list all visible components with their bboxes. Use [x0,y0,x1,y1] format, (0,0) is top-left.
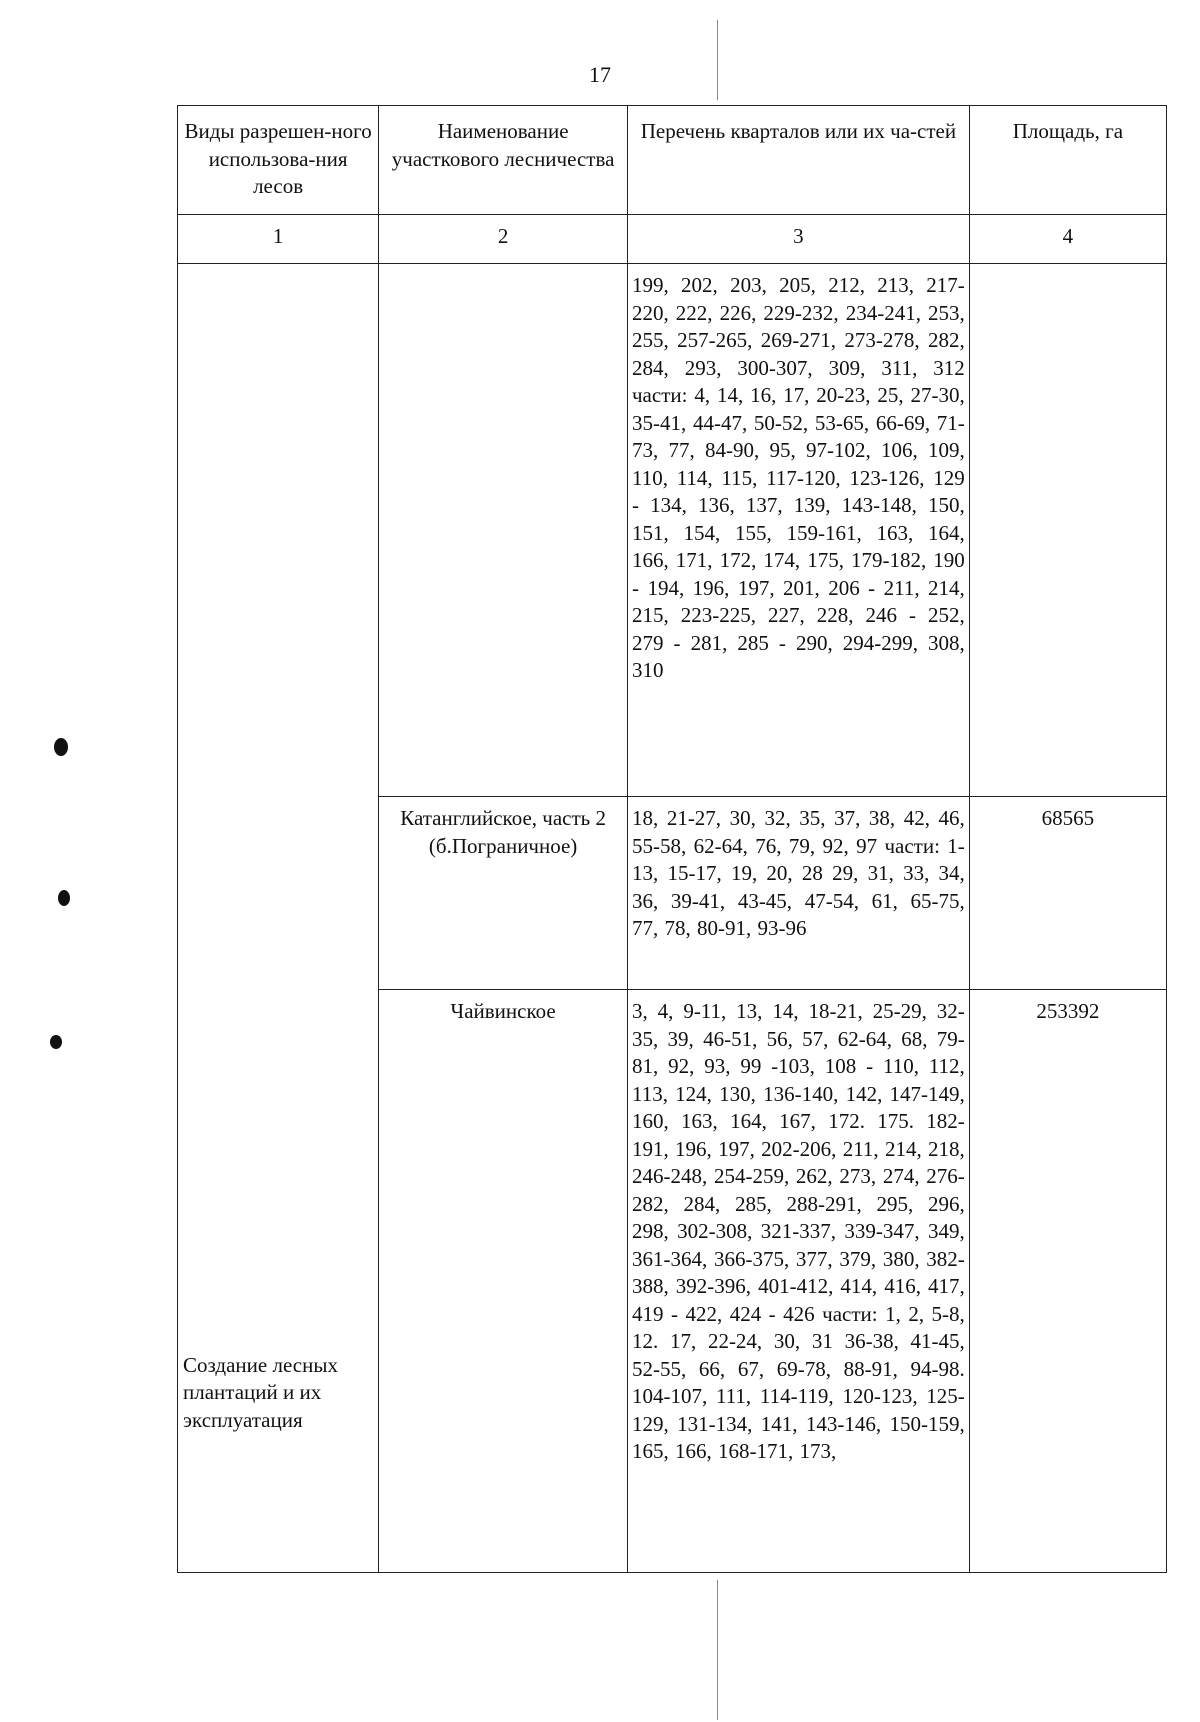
header-row [178,106,1167,215]
column-number: 1 [178,215,379,264]
area-cell [969,264,1166,797]
quarters-list-cell: 3, 4, 9-11, 13, 14, 18-21, 25-29, 32-35, 39, 46-51, 56, 57, 62-64, 68, 79-81, 92, 93, 99 -103, 108 - 110, 112, 113, 124, 130, 136-140, 142, 147-149, 160, 163, 164, 167, 172. 175. 182-191, 196, 197, 202-206, 211, 214, 218, 246-248, 254-259, 262, 273, 274, 276-282, 284, 285, 288-291, 295, 296, 298, 302-308, 321-337, 339-347, 349, 361-364, 366-375, 377, 379, 380, 382-388, 392-396, 401-412, 414, 416, 417, 419 - 422, 424 - 426 части: 1, 2, 5-8, 12. 17, 22-24, 30, 31 36-38, 41-45, 52-55, 66, 67, 69-78, 88-91, 94-98. 104-107, 111, 114-119, 120-123, 125-129, 131-134, 141, 143-146, 150-159, 165, 166, 168-171, 173, [628,990,970,1573]
scan-speck [50,1035,62,1049]
header-forestry-name: Наименование участкового лесничества [379,106,628,215]
page-number: 17 [589,62,611,87]
table-row [178,264,1167,797]
scan-fold-line [717,1580,718,1720]
column-number-row [178,215,1167,264]
header-area: Площадь, га [969,106,1166,215]
forestry-name-cell [379,264,628,797]
column-number: 3 [628,215,970,264]
scan-speck [58,890,70,906]
column-number: 4 [969,215,1166,264]
quarters-list-cell: 18, 21-27, 30, 32, 35, 37, 38, 42, 46, 55-58, 62-64, 76, 79, 92, 97 части: 1-13, 15-17, 19, 20, 28 29, 31, 33, 34, 36, 39-41, 43-45, 47-54, 61, 65-75, 77, 78, 80-91, 93-96 [628,797,970,990]
scan-fold-line [717,20,718,100]
use-type-cell: Создание лесных плантаций и их эксплуатация [178,264,379,1573]
quarters-list-cell: 199, 202, 203, 205, 212, 213, 217-220, 222, 226, 229-232, 234-241, 253, 255, 257-265, 269-271, 273-278, 282, 284, 293, 300-307, 309, 311, 312 части: 4, 14, 16, 17, 20-23, 25, 27-30, 35-41, 44-47, 50-52, 53-65, 66-69, 71-73, 77, 84-90, 95, 97-102, 106, 109, 110, 114, 115, 117-120, 123-126, 129 - 134, 136, 137, 139, 143-148, 150, 151, 154, 155, 159-161, 163, 164, 166, 171, 172, 174, 175, 179-182, 190 - 194, 196, 197, 201, 206 - 211, 214, 215, 223-225, 227, 228, 246 - 252, 279 - 281, 285 - 290, 294-299, 308, 310 [628,264,970,797]
area-cell: 68565 [969,797,1166,990]
area-cell: 253392 [969,990,1166,1573]
forest-use-table [177,105,1167,1573]
scan-speck [54,738,68,756]
column-number: 2 [379,215,628,264]
header-quarters-list: Перечень кварталов или их ча-стей [628,106,970,215]
forestry-name-cell: Чайвинское [379,990,628,1573]
forestry-name-cell: Катанглийское, часть 2 (б.Пограничное) [379,797,628,990]
header-use-type: Виды разрешен-ного использова-ния лесов [178,106,379,215]
